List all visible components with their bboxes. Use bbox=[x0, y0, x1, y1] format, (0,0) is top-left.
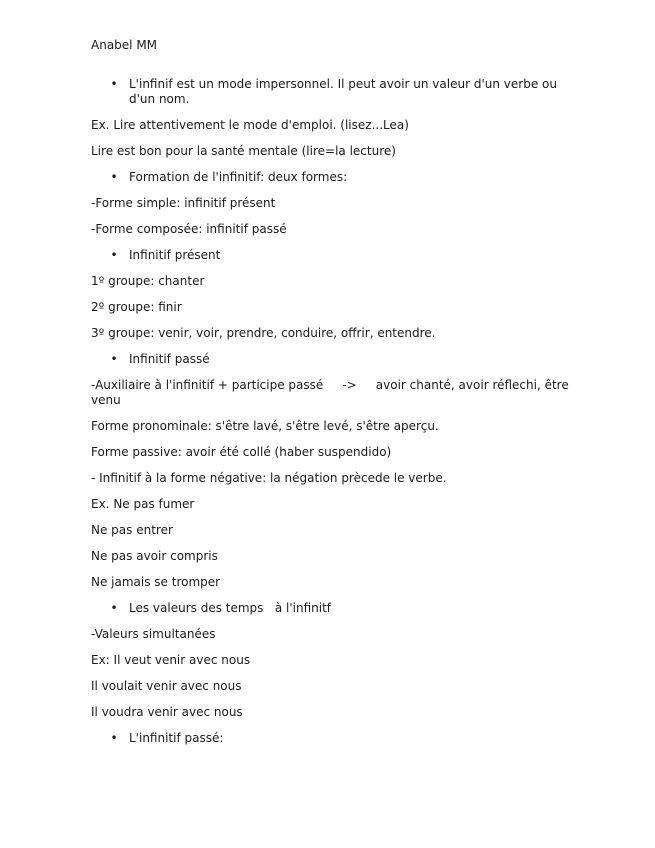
bullet-dot-icon: • bbox=[110, 731, 118, 745]
bullet-text: Infinitif présent bbox=[129, 248, 221, 262]
bullet-dot-icon: • bbox=[110, 77, 118, 91]
paragraph: -Forme composée: infinitif passé bbox=[91, 222, 287, 236]
paragraph: Lire est bon pour la santé mentale (lire=la lecture) bbox=[91, 144, 396, 158]
bullet-item bbox=[91, 248, 571, 263]
paragraph: 3º groupe: venir, voir, prendre, conduire, offrir, entendre. bbox=[91, 326, 436, 340]
paragraph: Ne pas entrer bbox=[91, 523, 173, 537]
paragraph: Ne jamais se tromper bbox=[91, 575, 221, 589]
bullet-item bbox=[91, 731, 571, 746]
paragraph: Il voulait venir avec nous bbox=[91, 679, 242, 693]
paragraph: Ex. Lire attentivement le mode d'emploi. (lisez...Lea) bbox=[91, 118, 409, 132]
author-name: Anabel MM bbox=[91, 38, 158, 52]
bullet-dot-icon: • bbox=[110, 601, 118, 615]
paragraph: Ex: Il veut venir avec nous bbox=[91, 653, 251, 667]
paragraph: Il voudra venir avec nous bbox=[91, 705, 243, 719]
paragraph: -Auxiliaire à l'infinitif + participe passé -> avoir chanté, avoir réflechi, être venu bbox=[91, 378, 573, 407]
paragraph: 1º groupe: chanter bbox=[91, 274, 205, 288]
bullet-item bbox=[91, 601, 571, 616]
document-body bbox=[91, 38, 571, 757]
bullet-text: L'infinitif passé: bbox=[129, 731, 224, 745]
bullet-text: Les valeurs des temps à l'infinitf bbox=[129, 601, 332, 615]
paragraph: 2º groupe: finir bbox=[91, 300, 182, 314]
paragraph: - Infinitif à la forme négative: la négation prècede le verbe. bbox=[91, 471, 447, 485]
paragraph: Ne pas avoir compris bbox=[91, 549, 218, 563]
bullet-text: Formation de l'infinitif: deux formes: bbox=[129, 170, 348, 184]
paragraph: Forme passive: avoir été collé (haber suspendido) bbox=[91, 445, 392, 459]
bullet-item bbox=[91, 352, 571, 367]
bullet-text: Infinitif passé bbox=[129, 352, 210, 366]
paragraph: -Valeurs simultanées bbox=[91, 627, 216, 641]
bullet-dot-icon: • bbox=[110, 170, 118, 184]
bullet-text: L'infinif est un mode impersonnel. Il peut avoir un valeur d'un verbe ou d'un nom. bbox=[129, 77, 561, 106]
bullet-dot-icon: • bbox=[110, 352, 118, 366]
bullet-item bbox=[91, 170, 571, 185]
paragraph: -Forme simple: infinitif présent bbox=[91, 196, 276, 210]
bullet-dot-icon: • bbox=[110, 248, 118, 262]
bullet-item bbox=[91, 77, 571, 107]
paragraph: Ex. Ne pas fumer bbox=[91, 497, 195, 511]
paragraph: Forme pronominale: s'être lavé, s'être levé, s'être aperçu. bbox=[91, 419, 439, 433]
